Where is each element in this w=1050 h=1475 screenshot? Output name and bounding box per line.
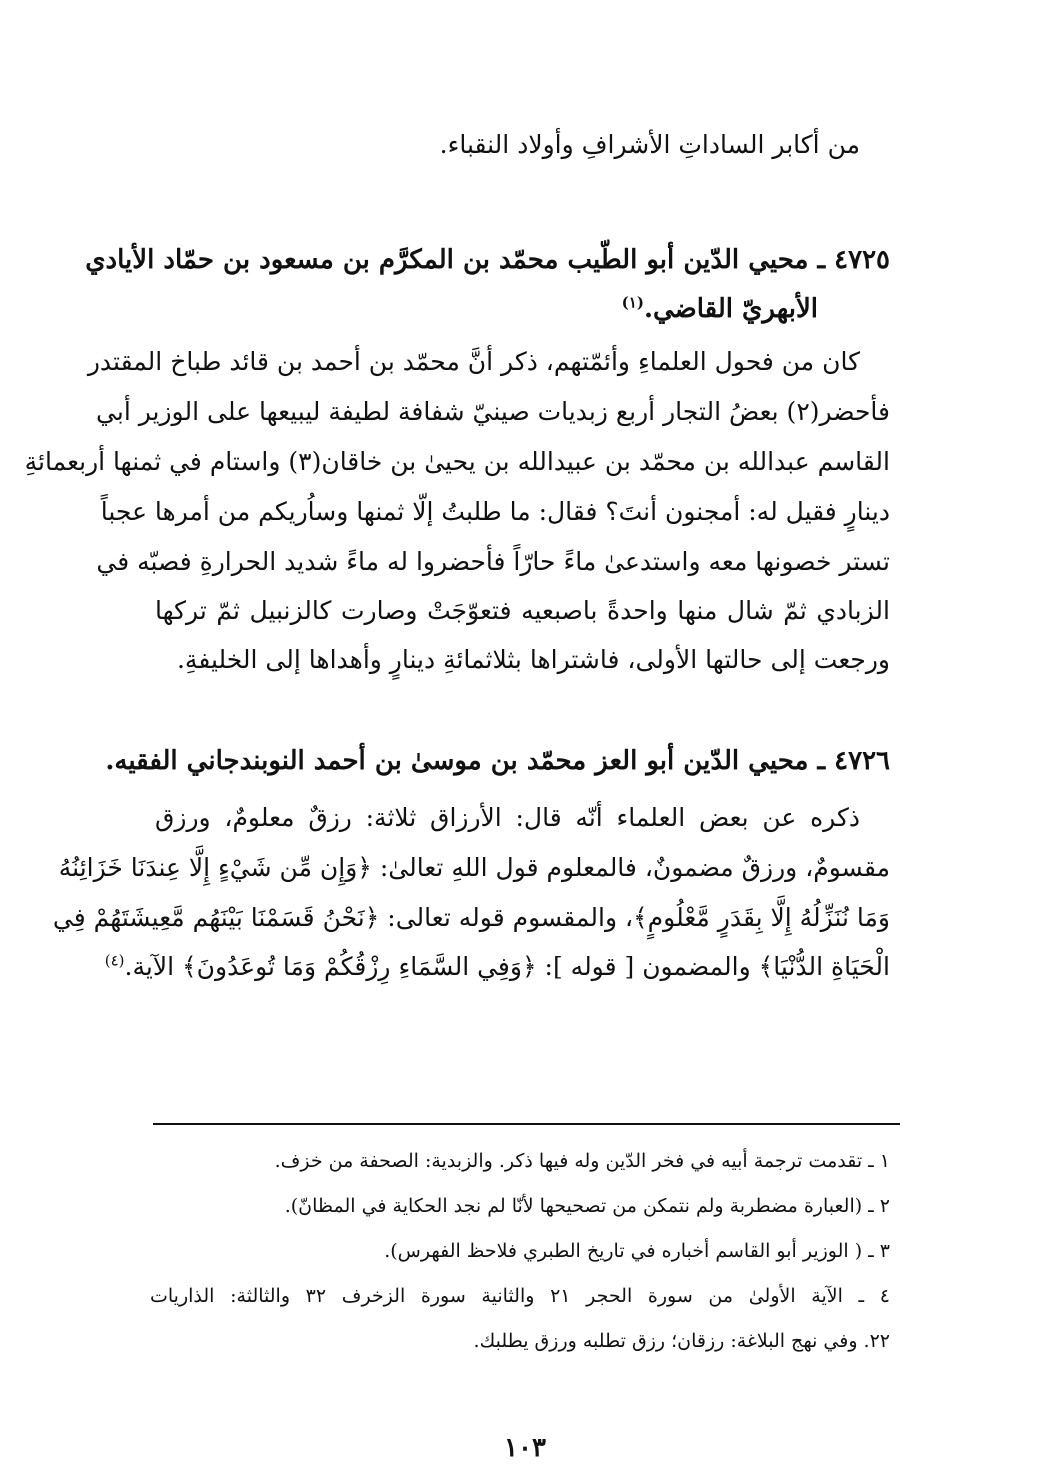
footnote-3: ٣ ـ ( الوزير أبو القاسم أخباره في تاريخ الطبري فلاحظ الفهرس). xyxy=(384,1240,890,1262)
entry-4725-heading-text: الأبهريّ القاضي. xyxy=(643,294,818,324)
entry-4726-body-line-3: وَمَا نُنَزِّلُهُ إِلَّا بِقَدَرٍ مَّعْلُومٍ﴾، والمقسوم قوله تعالى: ﴿نَحْنُ قَسَمْنَا بَيْنَهُم مَّعِيشَتَهُمْ فِي xyxy=(52,903,890,932)
footnote-4: ٤ ـ الآية الأولىٰ من سورة الحجر ٢١ والثانية سورة الزخرف ٣٢ والثالثة: الذاريات xyxy=(150,1285,890,1307)
footnote-divider xyxy=(153,1123,900,1125)
entry-4725-body-line-5: تستر خصونها معه واستدعىٰ ماءً حارّاً فأحضروا له ماءً شديد الحرارةِ فصبّه في xyxy=(96,547,890,576)
intro-line: من أكابر الساداتِ الأشرافِ وأولاد النقباء. xyxy=(439,130,860,159)
entry-4725-heading-line-1: ٤٧٢٥ ـ محيي الدّين أبو الطّيب محمّد بن المكرَّم بن مسعود بن حمّاد الأيادي xyxy=(85,245,890,275)
entry-4725-body-line-4: دينارٍ فقيل له: أمجنون أنتَ؟ فقال: ما طلبتُ إلّا ثمنها وساُريكم من أمرها عجباً xyxy=(100,497,890,526)
page-number: ١٠٣ xyxy=(504,1433,546,1463)
entry-4725-body-line-6: الزبادي ثمّ شال منها واحدةً باصبعيه فتعوّجَتْ وصارت كالزنبيل ثمّ تركها xyxy=(155,596,890,625)
entry-4725-body-line-3: القاسم عبدالله بن محمّد بن عبيدالله بن يحيىٰ بن خاقان(٣) واستام في ثمنها أربعمائةِ xyxy=(24,447,890,476)
footnote-4-continued: ٢٢. وفي نهج البلاغة: رزقان؛ رزق تطلبه ورزق يطلبك. xyxy=(473,1330,890,1352)
entry-4726-body-line-2: مقسومٌ، ورزقٌ مضمونٌ، فالمعلوم قول اللهِ تعالىٰ: ﴿وَإِن مِّن شَيْءٍ إِلَّا عِندَنَا خَزَائِنُهُ xyxy=(58,853,890,882)
entry-4726-body-text: الْحَيَاةِ الدُّنْيَا﴾ والمضمون [ قوله ]: ﴿وَفِي السَّمَاءِ رِزْقُكُمْ وَمَا تُوعَدُونَ﴾ الآية. xyxy=(124,952,890,981)
footnote-2: ٢ ـ (العبارة مضطربة ولم نتمكن من تصحيحها لأنّا لم نجد الحكاية في المظانّ). xyxy=(284,1195,890,1217)
footnote-1: ١ ـ تقدمت ترجمة أبيه في فخر الدّين وله فيها ذكر. والزبدية: الصحفة من خزف. xyxy=(274,1150,890,1172)
footnote-ref-4: (٤) xyxy=(104,951,125,970)
entry-4725-body-line-1: كان من فحول العلماءِ وأئمّتهم، ذكر أنَّ محمّد بن أحمد بن قائد طباخ المقتدر xyxy=(87,347,860,376)
entry-4726-body-line-4 xyxy=(104,947,890,987)
entry-4726-body-line-1: ذكره عن بعض العلماء أنّه قال: الأرزاق ثلاثة: رزقٌ معلومٌ، ورزق xyxy=(155,803,860,832)
entry-4725-body-line-2: فأحضر(٢) بعضُ التجار أربع زبديات صينيّ شفافة لطيفة ليبيعها على الوزير أبي xyxy=(96,397,890,426)
entry-4726-heading: ٤٧٢٦ ـ محيي الدّين أبو العز محمّد بن موسىٰ بن أحمد النوبندجاني الفقيه. xyxy=(105,746,890,776)
footnote-ref-1: (١) xyxy=(621,293,644,312)
entry-4725-body-line-7: ورجعت إلى حالتها الأولى، فاشتراها بثلاثمائةِ دينارٍ وأهداها إلى الخليفةِ. xyxy=(176,645,890,674)
entry-4725-heading-line-2 xyxy=(155,289,818,329)
